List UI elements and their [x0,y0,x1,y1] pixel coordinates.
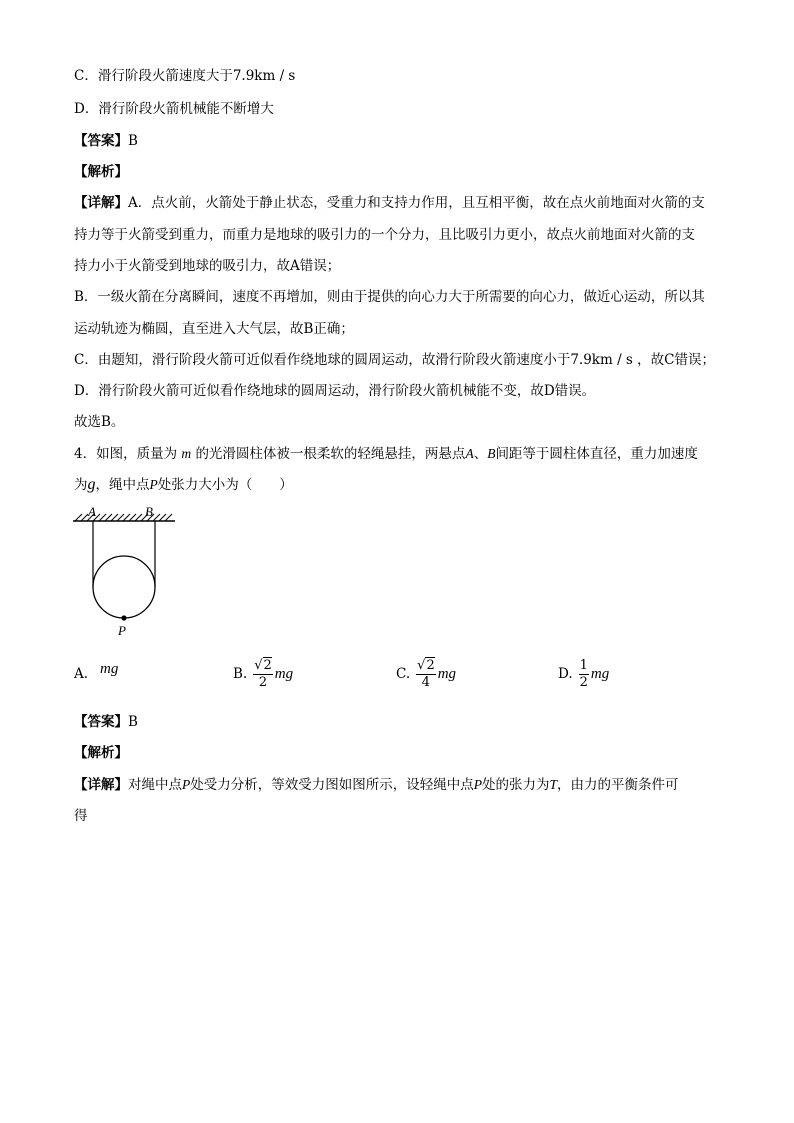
point-p [121,615,126,620]
option-d-denominator: 2 [579,674,588,690]
q4-text-2a: 为 [74,477,88,493]
option-b-radicand: 2 [263,658,272,673]
answer-tag: 【答案】 [74,133,128,149]
option-d-numerator: 1 [579,657,588,673]
q4-text-1c: 间距等于圆柱体直径，重力加速度 [495,446,698,462]
label-p: P [118,623,126,638]
sqrt-icon: √ [254,658,263,673]
answer-2-tag: 【答案】 [74,714,128,730]
analysis-heading-2: 【解析】 [74,745,128,761]
detail-a-line-1 [74,194,705,212]
option-c-denominator: 4 [421,675,431,690]
option-d-label: D. [558,666,573,682]
detail-2-text-c: 处的张力为 [482,777,550,793]
detail-b-line-1: B．一级火箭在分离瞬间，速度不再增加，则由于提供的向心力大于所需要的向心力，做近心运动，所以其 [74,289,705,305]
option-a-label: A. [74,666,89,682]
option-d-mg: mg [590,665,610,682]
detail-c-line: C．由题知，滑行阶段火箭可近似看作绕地球的圆周运动，故滑行阶段火箭速度小于7.9km / s ，故C错误； [74,352,715,368]
detail-a-line-3: 持力小于火箭受到地球的吸引力，故A错误； [74,258,341,274]
answer-1 [74,132,138,150]
detail-2-tag: 【详解】 [74,777,128,793]
option-b-numerator [253,657,273,675]
analysis-heading-1: 【解析】 [74,164,128,180]
option-b-denominator: 2 [258,675,268,690]
question-4-line-1 [74,445,698,463]
detail-2-text-a: 对绳中点 [128,777,182,793]
detail-d-line: D．滑行阶段火箭可近似看作绕地球的圆周运动，滑行阶段火箭机械能不变，故D错误。 [74,383,596,399]
option-b-mg: mg [274,665,294,682]
detail-tag: 【详解】 [74,195,128,211]
cylinder-figure [70,505,190,640]
choose-line: 故选B。 [74,414,125,430]
q4-text-1b: 的光滑圆柱体被一根柔软的轻绳悬挂，两悬点 [195,446,466,462]
option-c[interactable] [396,652,456,696]
option-b[interactable] [233,652,293,696]
option-d[interactable] [558,652,609,696]
q4-text-1a: 4．如图，质量为 [74,446,178,462]
line-c-option: C．滑行阶段火箭速度大于7.9km / s [74,68,296,84]
option-b-label: B. [233,666,248,682]
label-b: B [145,505,153,519]
q4-sep: 、 [473,446,488,462]
option-a[interactable] [74,652,118,696]
option-d-fraction [579,658,589,691]
option-c-radicand: 2 [426,658,435,673]
detail-b-line-2: 运动轨迹为椭圆，直至进入大气层，故B正确； [74,321,354,337]
var-a: A [465,446,474,461]
var-m: m [181,446,192,461]
var-p: P [149,477,158,492]
q4-text-2b: ，绳中点 [95,477,150,493]
option-c-label: C. [396,666,411,682]
detail-2-text-b: 处受力分析，等效受力图如图所示，设轻绳中点 [190,777,474,793]
var-b: B [487,446,496,461]
detail-a-line-2: 持力等于火箭受到重力，而重力是地球的吸引力的一个分力，且比吸引力更小，故点火前地面对火箭的支 [74,227,695,243]
detail-a-text-1: A．点火前，火箭处于静止状态，受重力和支持力作用，且互相平衡，故在点火前地面对火箭的支 [128,195,705,211]
detail-2-text-d: ，由力的平衡条件可 [557,777,679,793]
sqrt-icon: √ [417,658,426,673]
question-4-line-2 [74,476,293,494]
option-c-mg: mg [437,665,457,682]
detail-2-line-2: 得 [74,808,88,824]
var-p-1: P [182,777,191,792]
answer-2 [74,713,138,731]
option-c-fraction [416,657,436,691]
cylinder [93,556,155,618]
q4-text-2c: 处张力大小为（ ） [157,477,293,493]
answer-2-value: B [128,714,138,730]
option-a-expr: mg [100,660,119,677]
answer-value: B [128,133,138,149]
var-p-2: P [473,777,482,792]
option-c-numerator [416,657,436,675]
line-d-option: D．滑行阶段火箭机械能不断增大 [74,101,274,117]
var-t: T [549,777,558,792]
detail-2-line-1 [74,776,679,794]
label-a: A [88,505,96,519]
option-b-fraction [253,657,273,691]
var-g: g [87,476,96,493]
